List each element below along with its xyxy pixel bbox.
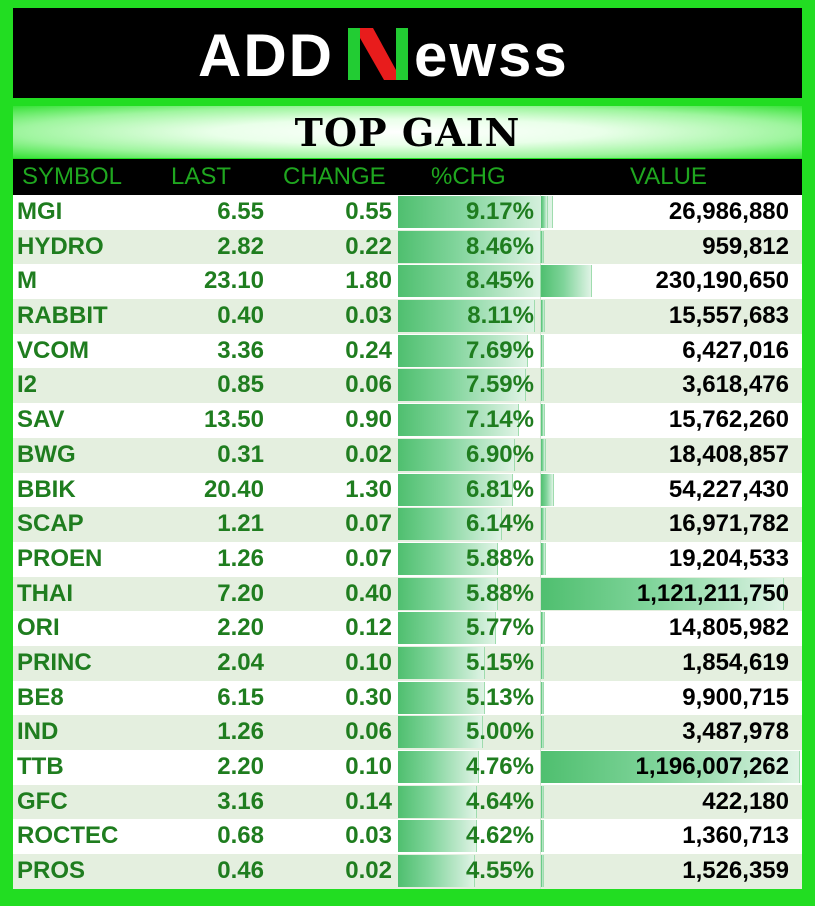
pct-change-cell: 4.76%: [465, 753, 534, 780]
symbol-cell: BBIK: [17, 475, 76, 503]
symbol-cell: PROEN: [17, 544, 103, 572]
symbol-cell: VCOM: [17, 336, 89, 364]
page-title: TOP GAIN: [294, 109, 521, 155]
last-cell: 0.46: [217, 857, 264, 885]
header-last: LAST: [171, 163, 232, 190]
table-row: [13, 230, 802, 265]
last-cell: 23.10: [203, 267, 264, 295]
change-cell: 0.06: [345, 371, 392, 399]
pct-change-cell: 7.69%: [465, 336, 534, 364]
symbol-cell: GFC: [17, 787, 68, 815]
change-cell: 0.07: [345, 544, 392, 572]
change-cell: 0.07: [345, 510, 392, 538]
last-cell: 3.36: [217, 336, 264, 364]
change-cell: 0.24: [345, 336, 392, 364]
header-pct: %CHG: [431, 163, 506, 190]
last-cell: 2.20: [217, 614, 264, 642]
value-bar: [541, 474, 554, 506]
value-cell: 9,900,715: [682, 683, 789, 711]
value-cell: 959,812: [702, 232, 789, 260]
change-cell: 1.80: [345, 267, 392, 295]
last-cell: 3.16: [217, 787, 264, 815]
value-cell: 1,526,359: [682, 857, 789, 885]
table-row: [13, 438, 802, 473]
value-cell: 422,180: [702, 787, 789, 815]
value-cell: 18,408,857: [668, 440, 789, 468]
last-cell: 0.68: [217, 822, 264, 850]
pct-change-cell: 4.55%: [465, 857, 534, 885]
pct-change-cell: 5.13%: [465, 683, 534, 711]
symbol-cell: RABBIT: [17, 302, 108, 330]
value-cell: 26,986,880: [668, 198, 789, 225]
pct-change-cell: 5.15%: [465, 648, 534, 676]
value-cell: 19,204,533: [668, 544, 789, 572]
addnewss-logo: [198, 18, 618, 88]
pct-change-cell: 5.77%: [465, 614, 534, 642]
change-cell: 0.12: [345, 614, 392, 642]
pct-change-cell: 6.14%: [465, 510, 534, 538]
pct-change-cell: 5.88%: [465, 544, 534, 572]
table-row: [13, 473, 802, 508]
last-cell: 0.85: [217, 371, 264, 399]
last-cell: 0.31: [217, 440, 264, 468]
symbol-cell: MGI: [17, 198, 63, 225]
pct-change-cell: 5.00%: [465, 718, 534, 746]
pct-change-bar: [398, 855, 475, 887]
header-symbol: SYMBOL: [22, 163, 123, 190]
change-cell: 0.03: [345, 822, 392, 850]
symbol-cell: PRINC: [17, 648, 92, 676]
change-cell: 0.30: [345, 683, 392, 711]
top-gain-table: [13, 159, 802, 889]
value-cell: 14,805,982: [668, 614, 789, 642]
pct-change-cell: 7.14%: [465, 406, 534, 434]
pct-change-cell: 7.59%: [465, 371, 534, 399]
table-row: [13, 819, 802, 854]
value-cell: 1,121,211,750: [636, 579, 789, 607]
pct-change-cell: 8.46%: [465, 232, 534, 260]
table-row: [13, 264, 802, 299]
last-cell: 1.26: [217, 544, 264, 572]
symbol-cell: BE8: [17, 683, 64, 711]
pct-change-cell: 5.88%: [465, 579, 534, 607]
table-row: [13, 750, 802, 785]
value-cell: 15,557,683: [668, 302, 789, 330]
symbol-cell: ROCTEC: [17, 822, 119, 850]
value-bar: [541, 820, 544, 852]
value-bar: [541, 335, 544, 367]
table-row: [13, 646, 802, 681]
table-row: [13, 334, 802, 369]
value-cell: 16,971,782: [668, 510, 789, 538]
value-cell: 3,618,476: [682, 371, 789, 399]
last-cell: 13.50: [203, 406, 264, 434]
change-cell: 0.55: [345, 198, 392, 225]
logo-bar: [13, 8, 802, 98]
last-cell: 1.26: [217, 718, 264, 746]
pct-change-cell: 8.11%: [467, 302, 534, 330]
table-header: [13, 159, 802, 195]
last-cell: 2.82: [217, 232, 264, 260]
change-cell: 0.90: [345, 406, 392, 434]
logo-n-mark: [348, 28, 408, 80]
title-band: [13, 106, 802, 158]
table-row: [13, 299, 802, 334]
last-cell: 20.40: [203, 475, 264, 503]
value-cell: 1,854,619: [682, 648, 789, 676]
value-bar: [541, 716, 544, 748]
value-cell: 3,487,978: [682, 718, 789, 746]
symbol-cell: TTB: [17, 753, 64, 780]
last-cell: 2.20: [217, 753, 264, 780]
value-cell: 1,196,007,262: [635, 753, 789, 780]
table-row: [13, 542, 802, 577]
change-cell: 0.03: [345, 302, 392, 330]
change-cell: 0.02: [345, 857, 392, 885]
symbol-cell: THAI: [17, 579, 73, 607]
value-bar: [541, 196, 548, 228]
change-cell: 0.40: [345, 579, 392, 607]
pct-change-cell: 8.45%: [465, 267, 534, 295]
table-row: [13, 403, 802, 438]
last-cell: 2.04: [217, 648, 264, 676]
svg-text:ewss: ewss: [413, 22, 569, 88]
value-cell: 230,190,650: [655, 267, 789, 295]
value-bar: [541, 612, 545, 644]
table-row: [13, 611, 802, 646]
symbol-cell: SCAP: [17, 510, 84, 538]
pct-change-cell: 9.17%: [465, 198, 534, 225]
symbol-cell: IND: [17, 718, 59, 746]
symbol-cell: HYDRO: [17, 232, 104, 260]
header-change: CHANGE: [283, 163, 386, 190]
value-bar: [541, 231, 544, 263]
pct-change-cell: 4.62%: [465, 822, 534, 850]
value-bar: [541, 300, 545, 332]
last-cell: 6.55: [217, 198, 264, 225]
change-cell: 1.30: [345, 475, 392, 503]
change-cell: 0.22: [345, 232, 392, 260]
value-bar: [541, 682, 544, 714]
value-cell: 15,762,260: [668, 406, 789, 434]
last-cell: 0.40: [217, 302, 264, 330]
value-bar: [541, 404, 545, 436]
header-value: VALUE: [630, 163, 707, 190]
symbol-cell: SAV: [17, 406, 65, 434]
pct-change-cell: 6.90%: [465, 440, 534, 468]
table-row: [13, 785, 802, 820]
table-row: [13, 577, 802, 612]
symbol-cell: M: [17, 267, 37, 295]
value-bar: [541, 543, 546, 575]
value-cell: 54,227,430: [668, 475, 789, 503]
table-row: [13, 507, 802, 542]
value-bar: [541, 647, 544, 679]
change-cell: 0.10: [345, 753, 392, 780]
table-row: [13, 854, 802, 889]
last-cell: 1.21: [217, 510, 264, 538]
value-cell: 6,427,016: [682, 336, 789, 364]
symbol-cell: PROS: [17, 857, 86, 885]
value-cell: 1,360,713: [682, 822, 789, 850]
value-bar: [541, 369, 544, 401]
symbol-cell: BWG: [17, 440, 76, 468]
value-bar: [541, 508, 546, 540]
table-row: [13, 715, 802, 750]
svg-text:ADD: ADD: [197, 22, 334, 88]
value-bar: [541, 439, 546, 471]
last-cell: 6.15: [217, 683, 264, 711]
value-bar: [541, 786, 544, 818]
value-bar: [541, 265, 592, 297]
symbol-cell: ORI: [17, 614, 60, 642]
value-bar: [541, 855, 544, 887]
change-cell: 0.06: [345, 718, 392, 746]
change-cell: 0.02: [345, 440, 392, 468]
change-cell: 0.14: [345, 787, 392, 815]
symbol-cell: I2: [17, 371, 38, 399]
pct-change-cell: 6.81%: [465, 475, 534, 503]
change-cell: 0.10: [345, 648, 392, 676]
table-body: [13, 195, 802, 889]
last-cell: 7.20: [217, 579, 264, 607]
table-row: [13, 195, 802, 230]
table-row: [13, 681, 802, 716]
table-row: [13, 368, 802, 403]
pct-change-cell: 4.64%: [465, 787, 534, 815]
